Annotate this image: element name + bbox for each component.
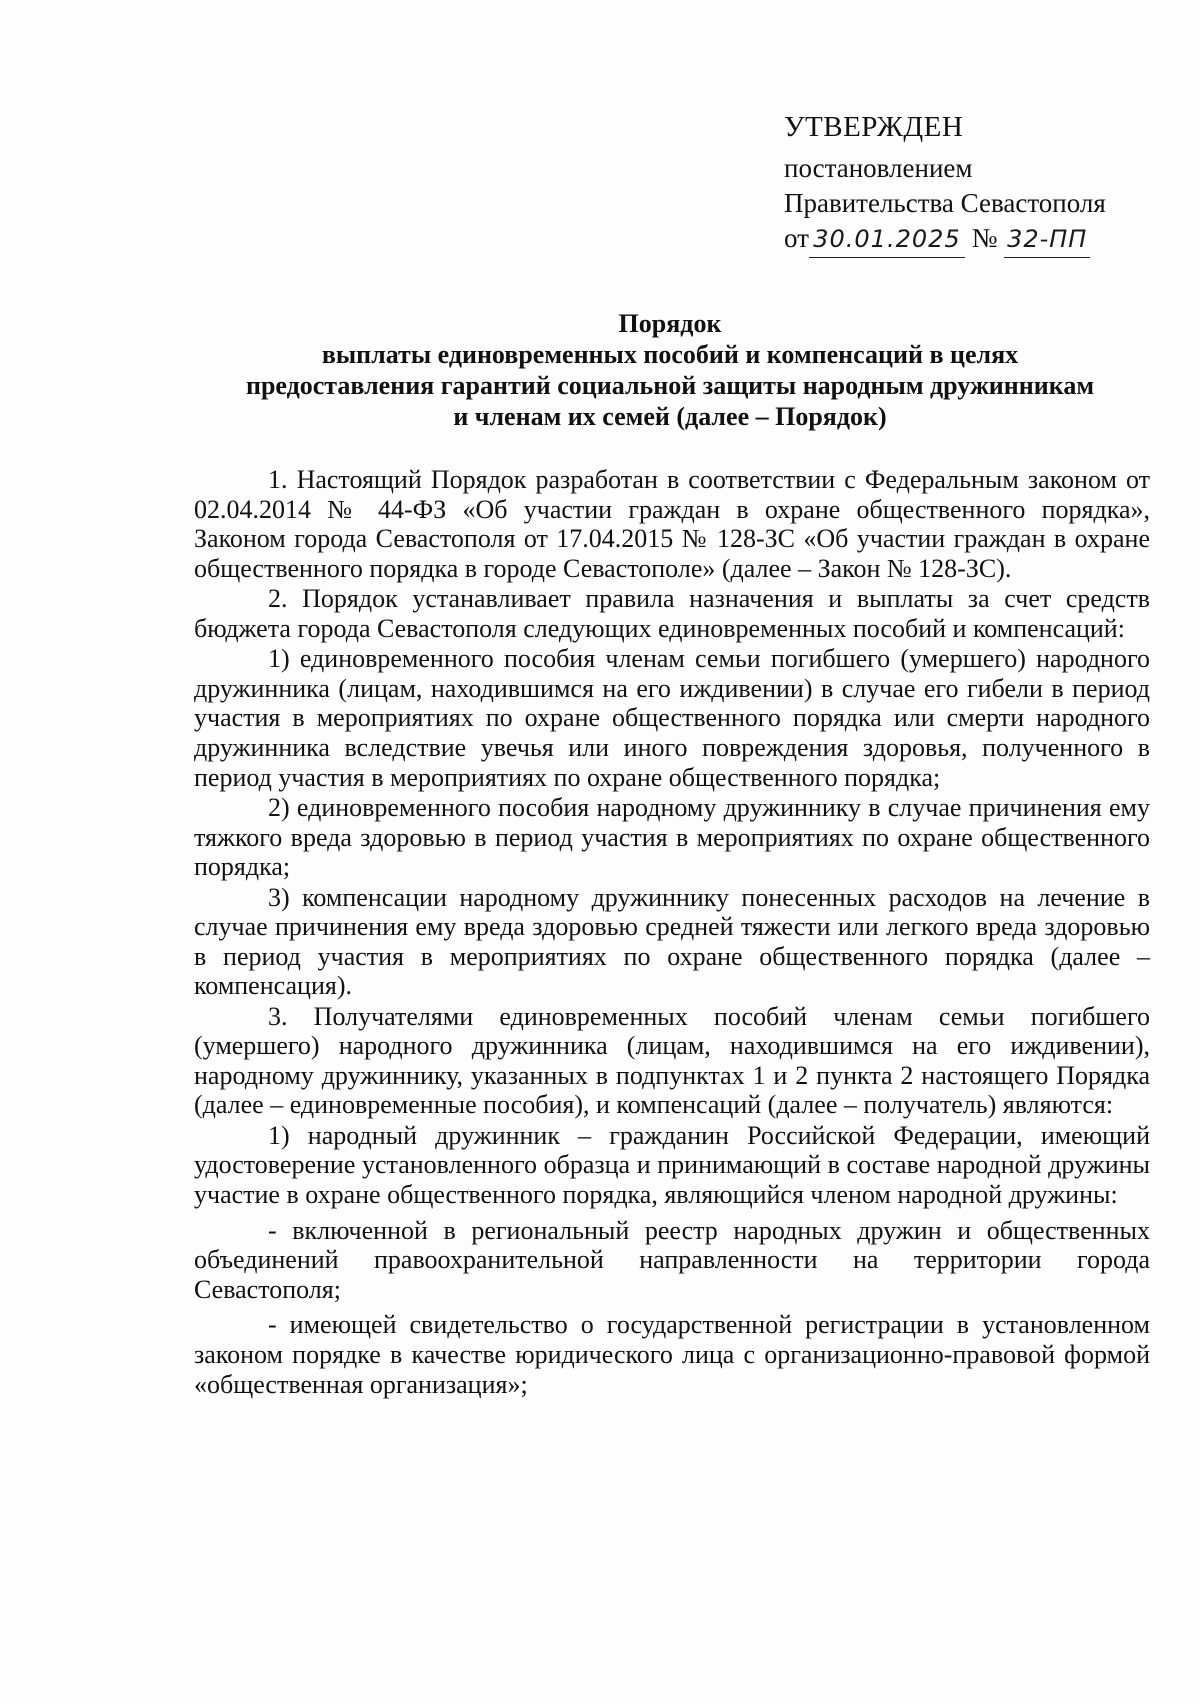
title-line-4: и членам их семей (далее – Порядок) (453, 402, 887, 431)
title-line-2: выплаты единовременных пособий и компенсаций в целях (321, 340, 1019, 369)
approval-stamp: УТВЕРЖДЕН (784, 111, 964, 143)
paragraph-2-item-3: 3) компенсации народному дружиннику понесенных расходов на лечение в случае причинения ему вреда здоровью средней тяжести или легкого вреда здоровью в период участия в мероприятиях по охране общественного порядка (далее – компенсация). (194, 882, 1150, 1001)
paragraph-3: 3. Получателями единовременных пособий членам семьи погибшего (умершего) народного дружинника (лицам, находившимся на его иждивении), народному дружиннику, указанных в подпунктах 1 и 2 пункта 2 настоящего Порядка (далее – единовременные пособия), и компенсаций (далее – получатель) являются: (194, 1001, 1150, 1120)
paragraph-3-dash-2: - имеющей свидетельство о государственной регистрации в установленном законом порядке в качестве юридического лица с организационно-правовой формой «общественная организация»; (194, 1310, 1150, 1399)
title-line-1: Порядок (618, 309, 722, 338)
paragraph-2: 2. Порядок устанавливает правила назначения и выплаты за счет средств бюджета города Севастополя следующих единовременных пособий и компенсаций: (194, 584, 1150, 643)
handwritten-number: 32-ПП (1004, 222, 1090, 258)
title-line-3: предоставления гарантий социальной защиты народным дружинникам (245, 371, 1095, 400)
handwritten-date: 30.01.2025 (809, 222, 965, 258)
approval-line-resolution: постановлением (784, 153, 973, 183)
paragraph-1: 1. Настоящий Порядок разработан в соответствии с Федеральным законом от 02.04.2014 № 44-ФЗ «Об участии граждан в охране общественного порядка», Законом города Севастополя от 17.04.2015 № 128-ЗС «Об участии граждан в охране общественного порядка в городе Севастополе» (далее – Закон № 128-ЗС). (194, 465, 1150, 583)
approval-block (784, 110, 1164, 258)
document-body (194, 465, 1150, 1405)
document-title (190, 308, 1150, 432)
from-label: от (784, 223, 809, 253)
number-label: № (971, 223, 998, 253)
paragraph-3-dash-1: - включенной в региональный реестр народных дружин и общественных объединений правоохранительной направленности на территории города Севастополя; (194, 1215, 1150, 1304)
paragraph-2-item-1: 1) единовременного пособия членам семьи погибшего (умершего) народного дружинника (лицам, находившимся на его иждивении) в случае его гибели в период участия в мероприятиях по охране общественного порядка или смерти народного дружинника вследствие увечья или иного повреждения здоровья, полученного в период участия в мероприятиях по охране общественного порядка; (194, 644, 1150, 792)
paragraph-3-item-1: 1) народный дружинник – гражданин Российской Федерации, имеющий удостоверение установленного образца и принимающий в составе народной дружины участие в охране общественного порядка, являющийся членом народной дружины: (194, 1120, 1150, 1210)
paragraph-2-item-2: 2) единовременного пособия народному дружиннику в случае причинения ему тяжкого вреда здоровью в период участия в мероприятиях по охране общественного порядка; (194, 792, 1150, 882)
approval-line-government: Правительства Севастополя (784, 188, 1106, 218)
approval-date-number-line (784, 221, 1164, 258)
